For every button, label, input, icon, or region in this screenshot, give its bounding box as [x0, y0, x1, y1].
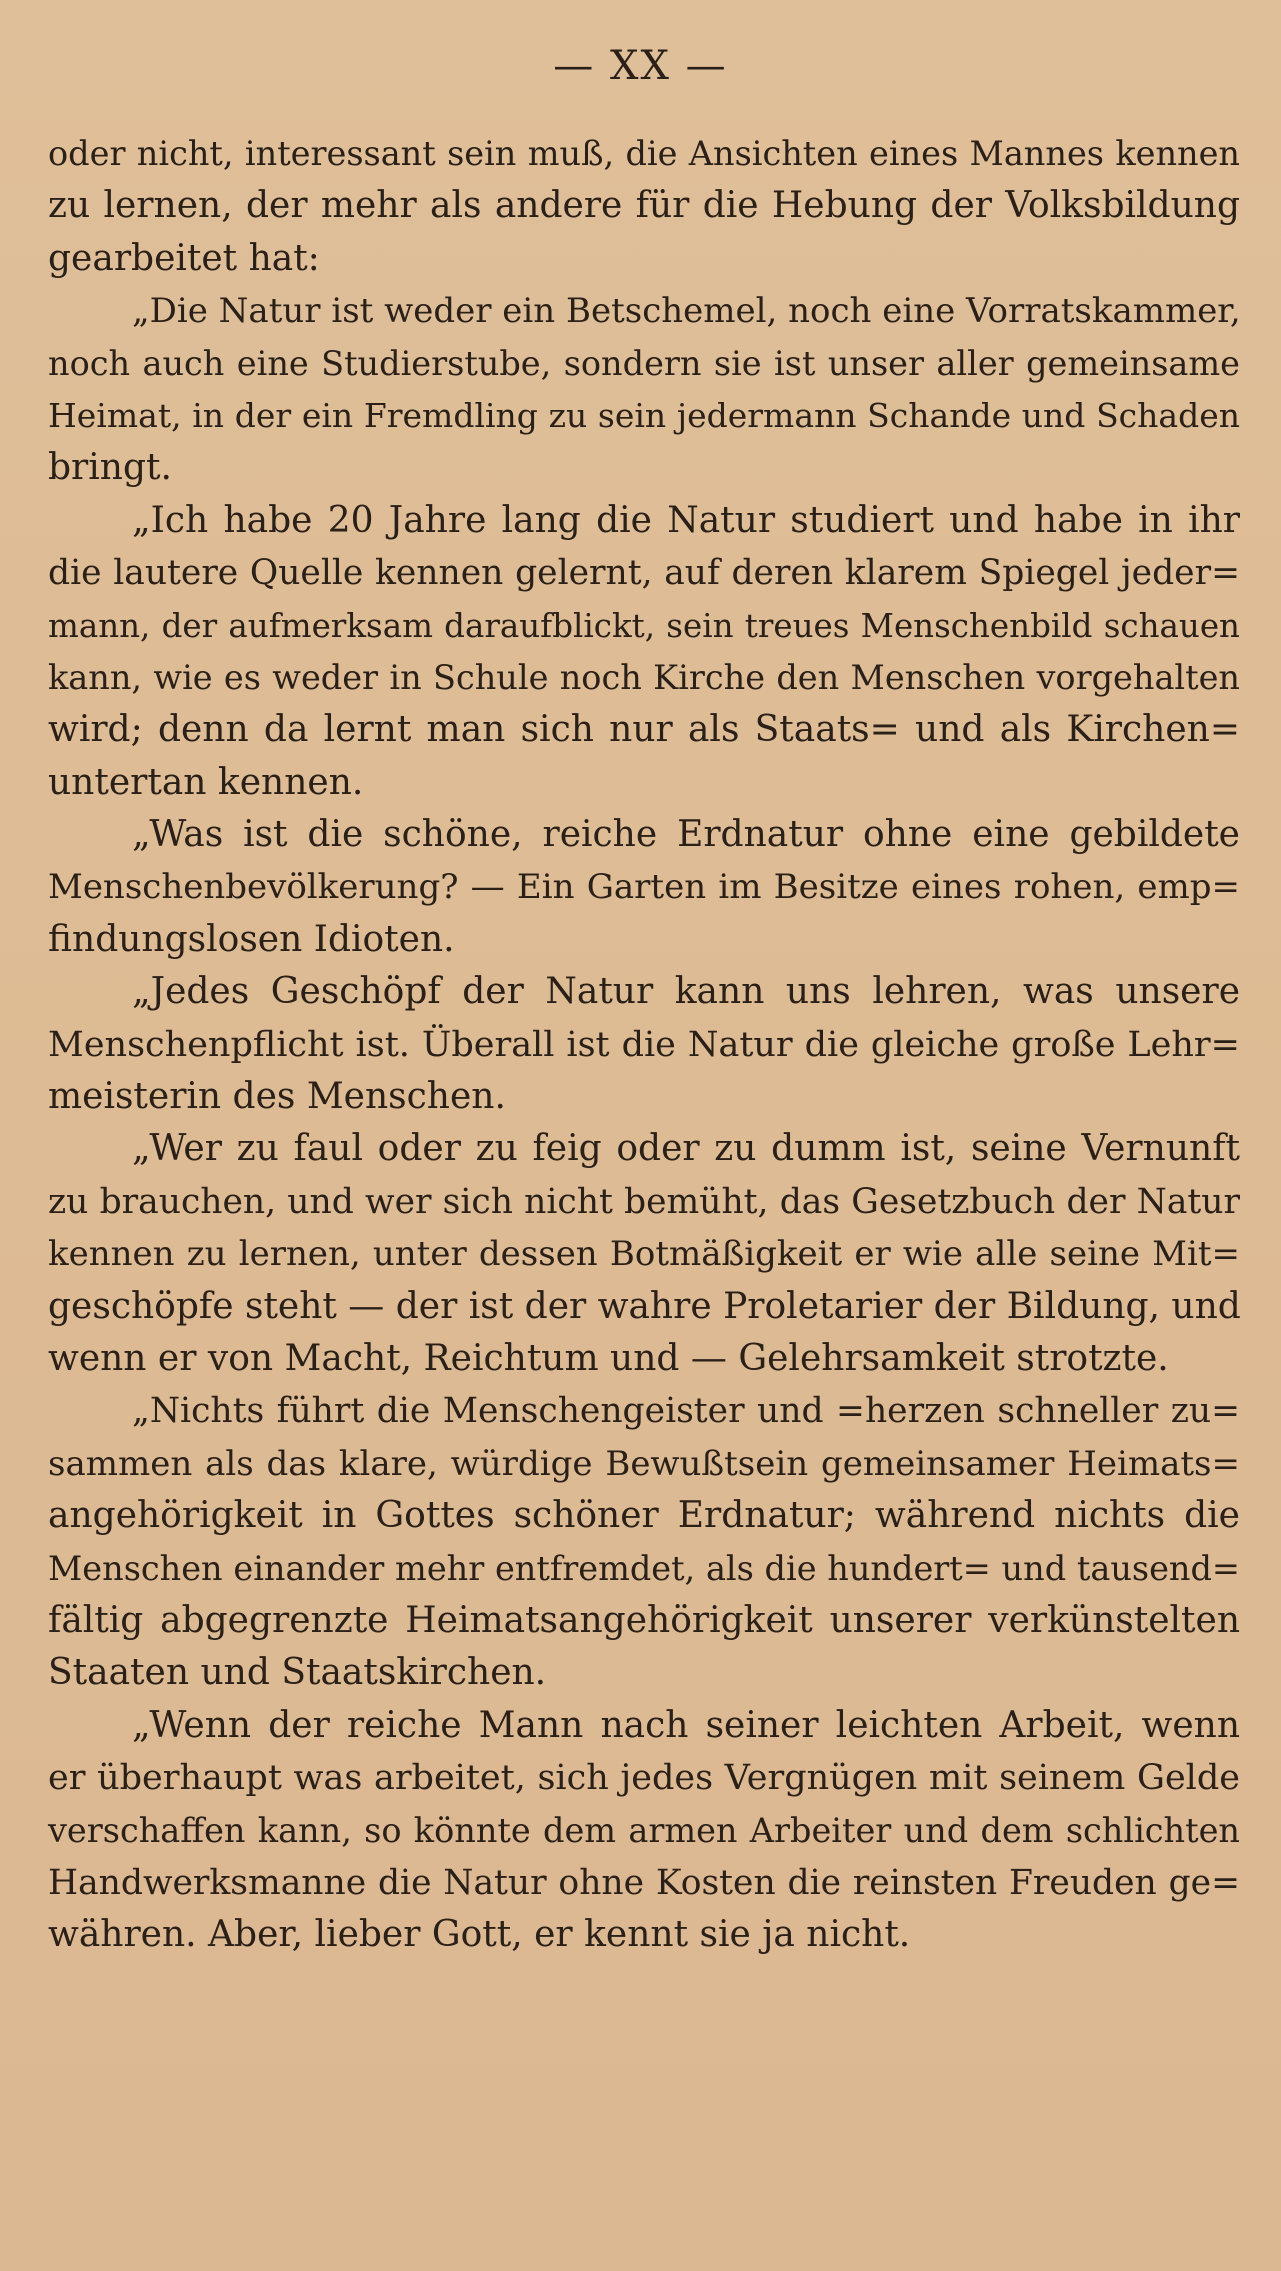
text-line: kann, wie es weder in Schule noch Kirche den Menschen vorgehalten — [48, 657, 1240, 697]
text-line: sammen als das klare, würdige Bewußtsein gemeinsamer Heimats= — [48, 1443, 1240, 1484]
text-line: wenn er von Macht, Reichtum und — Gelehrsamkeit strotzte. — [48, 1337, 1169, 1379]
text-line: „Jedes Geschöpf der Natur kann uns lehren, was unsere — [132, 971, 1240, 1013]
text-line: findungslosen Idioten. — [48, 918, 455, 960]
text-line: „Die Natur ist weder ein Betschemel, noch eine Vorratskammer, — [132, 291, 1241, 332]
text-line: „Was ist die schöne, reiche Erdnatur ohne eine gebildete — [132, 814, 1240, 856]
text-line: „Ich habe 20 Jahre lang die Natur studiert und habe in ihr — [132, 499, 1240, 541]
text-line: Menschenbevölkerung? — Ein Garten im Besitze eines rohen, emp= — [48, 867, 1240, 908]
text-line: wird; denn da lernt man sich nur als Staats= und als Kirchen= — [48, 709, 1240, 751]
text-line: Heimat, in der ein Fremdling zu sein jedermann Schande und Schaden — [48, 395, 1240, 435]
body-text — [48, 128, 1240, 1962]
text-line: Handwerksmanne die Natur ohne Kosten die reinsten Freuden ge= — [48, 1862, 1240, 1903]
text-line: noch auch eine Studierstube, sondern sie ist unser aller gemeinsame — [48, 343, 1240, 383]
text-line: er überhaupt was arbeitet, sich jedes Vergnügen mit seinem Gelde — [48, 1758, 1240, 1799]
text-line: kennen zu lernen, unter dessen Botmäßigkeit er wie alle seine Mit= — [48, 1234, 1240, 1275]
text-line: Menschenpflicht ist. Überall ist die Natur die gleiche große Lehr= — [48, 1024, 1240, 1065]
text-line: zu lernen, der mehr als andere für die Hebung der Volksbildung — [48, 185, 1240, 227]
text-line: „Wer zu faul oder zu feig oder zu dumm ist, seine Vernunft — [132, 1128, 1240, 1170]
text-line: „Nichts führt die Menschengeister und =herzen schneller zu= — [132, 1391, 1240, 1432]
text-line: zu brauchen, und wer sich nicht bemüht, das Gesetzbuch der Natur — [48, 1181, 1240, 1222]
text-line: gearbeitet hat: — [48, 237, 320, 279]
text-line: fältig abgegrenzte Heimatsangehörigkeit unserer verkünstelten — [48, 1599, 1240, 1641]
text-line: Staaten und Staatskirchen. — [48, 1652, 547, 1694]
text-line: die lautere Quelle kennen gelernt, auf deren klarem Spiegel jeder= — [48, 553, 1240, 594]
text-line: mann, der aufmerksam daraufblickt, sein treues Menschenbild schauen — [48, 606, 1240, 645]
text-line: bringt. — [48, 447, 172, 489]
text-line: Menschen einander mehr entfremdet, als die hundert= und tausend= — [48, 1548, 1240, 1588]
text-line: „Wenn der reiche Mann nach seiner leichten Arbeit, wenn — [132, 1704, 1240, 1746]
text-line: geschöpfe steht — der ist der wahre Proletarier der Bildung, und — [48, 1285, 1241, 1327]
text-line: angehörigkeit in Gottes schöner Erdnatur; während nichts die — [48, 1495, 1240, 1537]
text-line: untertan kennen. — [48, 761, 364, 803]
text-line: währen. Aber, lieber Gott, er kennt sie ja nicht. — [48, 1914, 911, 1956]
text-line: oder nicht, interessant sein muß, die Ansichten eines Mannes kennen — [48, 134, 1240, 173]
text-line: verschaffen kann, so könnte dem armen Arbeiter und dem schlichten — [48, 1810, 1240, 1850]
page-number-header: — XX — — [553, 43, 728, 89]
text-line: meisterin des Menschen. — [48, 1076, 506, 1118]
